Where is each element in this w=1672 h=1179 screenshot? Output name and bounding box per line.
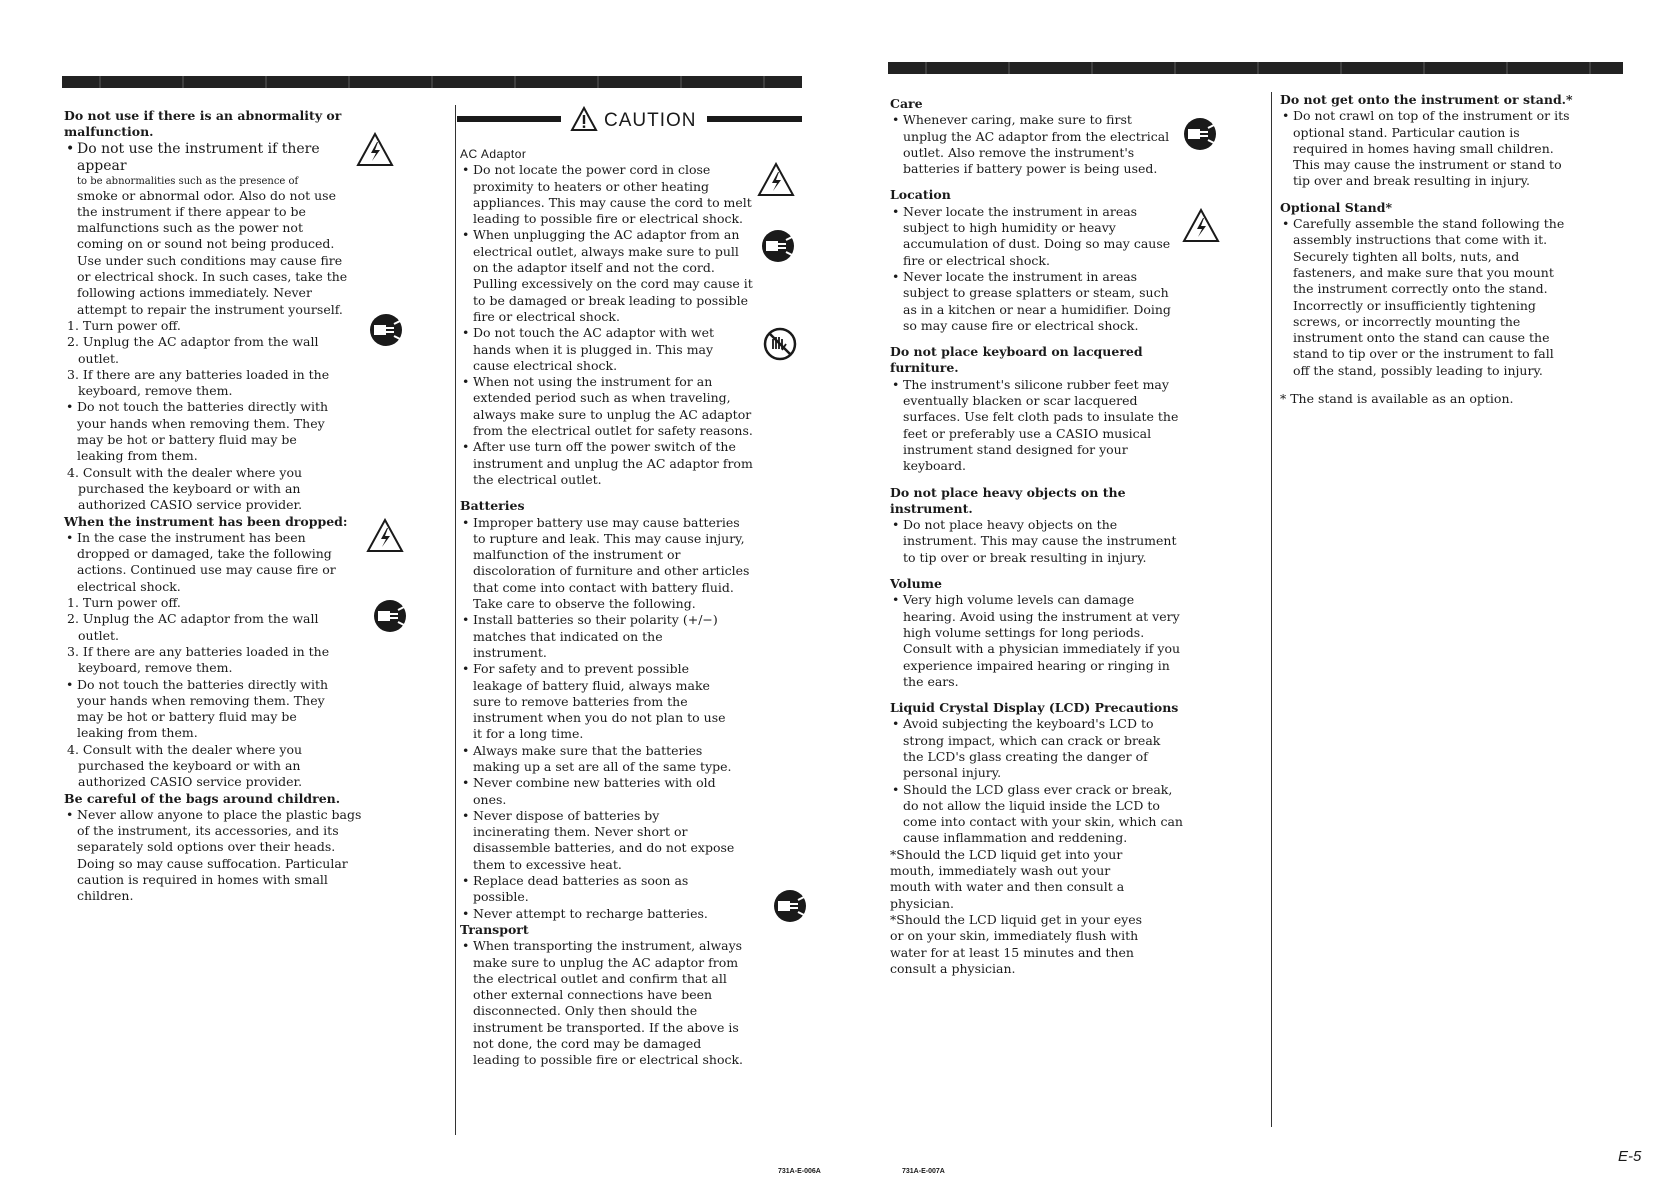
section-title-lacquer: Do not place keyboard on lacquered furniture. — [890, 344, 1143, 376]
unplug-icon — [1182, 116, 1218, 152]
warning-triangle-icon — [356, 132, 394, 168]
location-item: • Never locate the instrument in areas subject to grease splatters or steam, such as in a kitchen or near a humidifier. Doing so may cause fire or electrical shock. — [890, 269, 1173, 334]
bags-body: • Never allow anyone to place the plastic bags of the instrument, its accessories, and its separately sold options over their heads. Doing so may cause suffocation. Particular caution is required in homes with small children. — [64, 807, 362, 905]
stand-body: • Do not crawl on top of the instrument or its optional stand. Particular caution is required in homes having small children. This may cause the instrument or stand to tip over and break resulting in injury. — [1280, 108, 1573, 189]
section-title-batteries: Batteries — [460, 498, 525, 514]
section-title-dropped: When the instrument has been dropped: — [64, 513, 348, 529]
footnote: * The stand is available as an option. — [1280, 391, 1514, 407]
ac-item: • Do not locate the power cord in close proximity to heaters or other heating appliances. This may cause the cord to melt leading to possible fire or electrical shock. — [460, 162, 753, 227]
ac-item: • After use turn off the power switch of the instrument and unplug the AC adaptor from the electrical outlet. — [460, 439, 753, 488]
caution-title: CAUTION — [604, 110, 697, 131]
unplug-icon — [372, 598, 408, 634]
step: 2. Unplug the AC adaptor from the wall outlet. — [67, 611, 319, 643]
top-bar-left — [62, 76, 802, 88]
battery-item: • Never dispose of batteries by incinerating them. Never short or disassemble batteries, and do not expose them to excessive heat. — [460, 808, 735, 873]
footer-code-left: 731A-E-006A — [778, 1168, 821, 1175]
warning-triangle-icon — [1182, 208, 1220, 244]
battery-item: • Always make sure that the batteries making up a set are all of the same type. — [460, 743, 735, 776]
step: 1. Turn power off. — [67, 317, 181, 333]
section-title-abnormality: Do not use if there is an abnormality or malfunction. — [64, 108, 342, 140]
section-title-transport: Transport — [460, 921, 529, 937]
column-4 — [1280, 92, 1580, 407]
abnormality-small: to be abnormalities such as the presence of — [77, 175, 299, 187]
dropped-body: • In the case the instrument has been dropped or damaged, take the following actions. Continued use may cause fire or electrical shock. — [64, 530, 362, 595]
step-note: • Do not touch the batteries directly with your hands when removing them. They may be hot or battery fluid may be leaking from them. — [64, 399, 337, 464]
ac-item: • When not using the instrument for an extended period such as when traveling, always make sure to unplug the AC adaptor from the electrical outlet for safety reasons. — [460, 374, 753, 439]
battery-item: • Never combine new batteries with old ones. — [460, 775, 735, 808]
section-title-heavy-objects: Do not place heavy objects on the instrument. — [890, 484, 1126, 516]
unplug-icon — [760, 228, 796, 264]
section-title-care: Care — [890, 96, 923, 111]
footer-code-right: 731A-E-007A — [902, 1168, 945, 1175]
section-title-lcd: Liquid Crystal Display (LCD) Precautions — [890, 700, 1179, 716]
section-title-ac-adaptor: AC Adaptor — [460, 147, 527, 161]
unplug-icon — [772, 888, 808, 924]
unplug-icon — [368, 312, 404, 348]
warning-triangle-icon — [757, 162, 795, 198]
step: 4. Consult with the dealer where you purchased the keyboard or with an authorized CASIO service provider. — [67, 741, 303, 790]
ac-item: • When unplugging the AC adaptor from an electrical outlet, always make sure to pull on the adaptor itself and not the cord. Pulling excessively on the cord may cause it to be damaged or break leading to possible fire or electrical shock. — [460, 227, 753, 325]
divider-2 — [1271, 92, 1272, 1127]
volume-body: • Very high volume levels can damage hearing. Avoid using the instrument at very high volume settings for long periods. Consult with a physician immediately if you experience impaired hearing or ringing in the ears. — [890, 592, 1183, 690]
step: 2. Unplug the AC adaptor from the wall outlet. — [67, 334, 319, 366]
battery-item: • Never attempt to recharge batteries. — [460, 906, 735, 922]
step: 1. Turn power off. — [67, 595, 181, 611]
caution-header — [455, 100, 800, 136]
lcd-item: • Should the LCD glass ever crack or break, do not allow the liquid inside the LCD to come into contact with your skin, which can cause inflammation and reddening. — [890, 782, 1183, 847]
column-3 — [890, 96, 1190, 977]
lacquer-body: • The instrument's silicone rubber feet may eventually blacken or scar lacquered surfaces. Use felt cloth pads to insulate the feet or preferably use a CASIO musical instrument stand designed for your keyboard. — [890, 377, 1183, 475]
battery-item: • For safety and to prevent possible leakage of battery fluid, always make sure to remove batteries from the instrument when you do not plan to use it for a long time. — [460, 661, 735, 742]
column-2 — [460, 146, 760, 1069]
column-1 — [64, 108, 404, 905]
heavy-objects-body: • Do not place heavy objects on the instrument. This may cause the instrument to tip over or break resulting in injury. — [890, 517, 1183, 566]
lcd-item: • Avoid subjecting the keyboard's LCD to strong impact, which can crack or break the LCD's glass creating the danger of personal injury. — [890, 716, 1183, 781]
top-bar-right — [888, 62, 1623, 74]
section-title-stand: Do not get onto the instrument or stand.* — [1280, 92, 1573, 107]
ac-item: • Do not touch the AC adaptor with wet hands when it is plugged in. This may cause electrical shock. — [460, 325, 753, 374]
battery-item: • Replace dead batteries as soon as possible. — [460, 873, 735, 906]
page-number: E-5 — [1618, 1148, 1642, 1165]
step: 3. If there are any batteries loaded in the keyboard, remove them. — [67, 643, 330, 676]
location-item: • Never locate the instrument in areas subject to high humidity or heavy accumulation of dust. Doing so may cause fire or electrical shock. — [890, 204, 1173, 269]
lcd-note: *Should the LCD liquid get in your eyes or on your skin, immediately flush with water for at least 15 minutes and then consult a physician. — [890, 911, 1143, 976]
section-title-optional-stand: Optional Stand* — [1280, 199, 1393, 215]
step-note: • Do not touch the batteries directly with your hands when removing them. They may be hot or battery fluid may be leaking from them. — [64, 677, 337, 742]
abnormality-lead: • Do not use the instrument if there appear — [64, 141, 357, 175]
wet-hands-prohibited-icon — [762, 326, 798, 362]
care-body: • Whenever caring, make sure to first unplug the AC adaptor from the electrical outlet. Also remove the instrument's batteries if battery power is being used. — [890, 112, 1171, 177]
lcd-note: *Should the LCD liquid get into your mouth, immediately wash out your mouth with water and then consult a physician. — [890, 846, 1125, 911]
warning-triangle-icon — [570, 106, 598, 132]
section-title-bags: Be careful of the bags around children. — [64, 790, 341, 806]
optional-stand-body: • Carefully assemble the stand following the assembly instructions that come with it. Securely tighten all bolts, nuts, and fasteners, and make sure that you mount the instrument correctly onto the stand. Incorrectly or insufficiently tightening screws, or incorrectly mounting the instrument onto the stand can cause the stand to tip over or the instrument to fall off the stand, possibly leading to injury. — [1280, 216, 1573, 379]
divider-1 — [455, 105, 456, 1135]
step: 3. If there are any batteries loaded in the keyboard, remove them. — [67, 366, 330, 399]
section-title-location: Location — [890, 187, 951, 203]
warning-triangle-icon — [366, 518, 404, 554]
transport-body: • When transporting the instrument, always make sure to unplug the AC adaptor from the electrical outlet and confirm that all other external connections have been disconnected. Only then should the instrument be transported. If the above is not done, the cord may be damaged leading to possible fire or electrical shock. — [460, 938, 745, 1068]
section-title-volume: Volume — [890, 576, 942, 592]
step: 4. Consult with the dealer where you purchased the keyboard or with an authorized CASIO service provider. — [67, 464, 303, 513]
abnormality-body: smoke or abnormal odor. Also do not use the instrument if there appear to be malfunctions such as the power not coming on or sound not being produced. Use under such conditions may cause fire or electrical shock. In such cases, take the following actions immediately. Never attempt to repair the instrument yourself. — [77, 187, 348, 317]
battery-item: • Install batteries so their polarity (+/−) matches that indicated on the instrument. — [460, 612, 735, 661]
batteries-lead: • Improper battery use may cause batteries to rupture and leak. This may cause injury, malfunction of the instrument or discoloration of furniture and other articles that come into contact with battery fluid. Take care to observe the following. — [460, 515, 753, 613]
